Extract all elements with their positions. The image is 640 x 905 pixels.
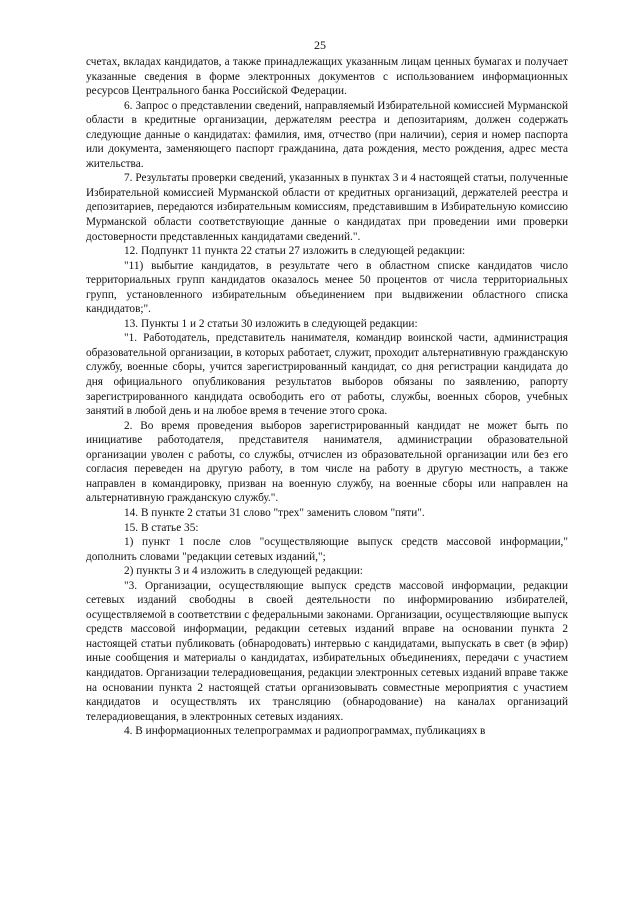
paragraph-continuation: счетах, вкладах кандидатов, а также принадлежащих указанным лицам ценных бумагах и получает указанные сведения в форме электронных документов с использованием информационных ресурсов Центрального банка Российской Федерации. xyxy=(86,56,568,98)
paragraph-clause-1: "1. Работодатель, представитель нанимателя, командир воинской части, администрация образовательной организации, в которых работает, служит, проходит альтернативную гражданскую службу, военные сборы, учится зарегистрированный кандидат, со дня регистрации кандидата до дня официального опубликования результатов выборов обязаны по заявлению, рапорту зарегистрированного кандидата освободить его от работы, службы, военных сборов, учебных занятий в любой день и на любое время в течение этого срока. xyxy=(86,332,568,418)
paragraph-subitem-11: "11) выбытие кандидатов, в результате чего в областном списке кандидатов число территориальных групп кандидатов оказалось менее 50 процентов от числа территориальных групп, установленного избирательным объединением при выдвижении областного списка кандидатов;". xyxy=(86,259,568,316)
page-number: 25 xyxy=(314,38,326,52)
paragraph-item-12: 12. Подпункт 11 пункта 22 статьи 27 изложить в следующей редакции: xyxy=(124,245,466,258)
paragraph-clause-2: 2. Во время проведения выборов зарегистрированный кандидат не может быть по инициативе работодателя, представителя нанимателя, администрации образовательной организации уволен с работы, со службы, отчислен из образовательной организации или без его согласия переведен на другую работу, в том числе на работу в другую местность, а также направлен в командировку, призван на военную службу, на военные сборы или направлен на альтернативную гражданскую службу.". xyxy=(86,419,568,505)
paragraph-item-13: 13. Пункты 1 и 2 статьи 30 изложить в следующей редакции: xyxy=(124,317,418,330)
paragraph-item-15: 15. В статье 35: xyxy=(124,521,199,534)
document-body xyxy=(86,55,568,739)
paragraph-item-6: 6. Запрос о представлении сведений, направляемый Избирательной комиссией Мурманской области в кредитные организации, держателям реестра и депозитариям, должен содержать следующие данные о кандидатах: фамилия, имя, отчество (при наличии), серия и номер паспорта или документа, заменяющего паспорт гражданина, дата рождения, место рождения, адрес места жительства. xyxy=(86,99,568,170)
paragraph-item-14: 14. В пункте 2 статьи 31 слово "трех" заменить словом "пяти". xyxy=(124,506,425,519)
paragraph-clause-4: 4. В информационных телепрограммах и радиопрограммах, публикациях в xyxy=(124,725,486,738)
paragraph-item-7: 7. Результаты проверки сведений, указанных в пунктах 3 и 4 настоящей статьи, полученные Избирательной комиссией Мурманской области от кредитных организаций, держателей реестра и депозитариев, передаются избирательным комиссиям, представившим в Избирательную комиссию Мурманской области соответствующие данные о кандидатах при проведении ими проверки достоверности представленных кандидатами сведений.". xyxy=(86,172,568,243)
paragraph-subitem-1: 1) пункт 1 после слов "осуществляющие выпуск средств массовой информации," дополнить словами "редакции сетевых изданий,"; xyxy=(86,536,568,563)
paragraph-clause-3: "3. Организации, осуществляющие выпуск средств массовой информации, редакции сетевых изданий свободны в своей деятельности по информированию избирателей, осуществляемой в соответствии с федеральными законами. Организации, осуществляющие выпуск средств массовой информации, редакции сетевых изданий вправе на основании пункта 2 настоящей статьи публиковать (обнародовать) интервью с кандидатами, выпускать в свет (в эфир) иные сообщения и материалы о кандидатах, избирательных объединениях, передачи с участием кандидатов. Организации телерадиовещания, редакции электронных сетевых изданий вправе также на основании пункта 2 настоящей статьи организовывать совместные мероприятия с участием кандидатов и осуществлять их трансляцию (обнародование) на каналах организаций телерадиовещания, в электронных сетевых изданиях. xyxy=(86,579,568,723)
paragraph-subitem-2: 2) пункты 3 и 4 изложить в следующей редакции: xyxy=(124,565,363,578)
